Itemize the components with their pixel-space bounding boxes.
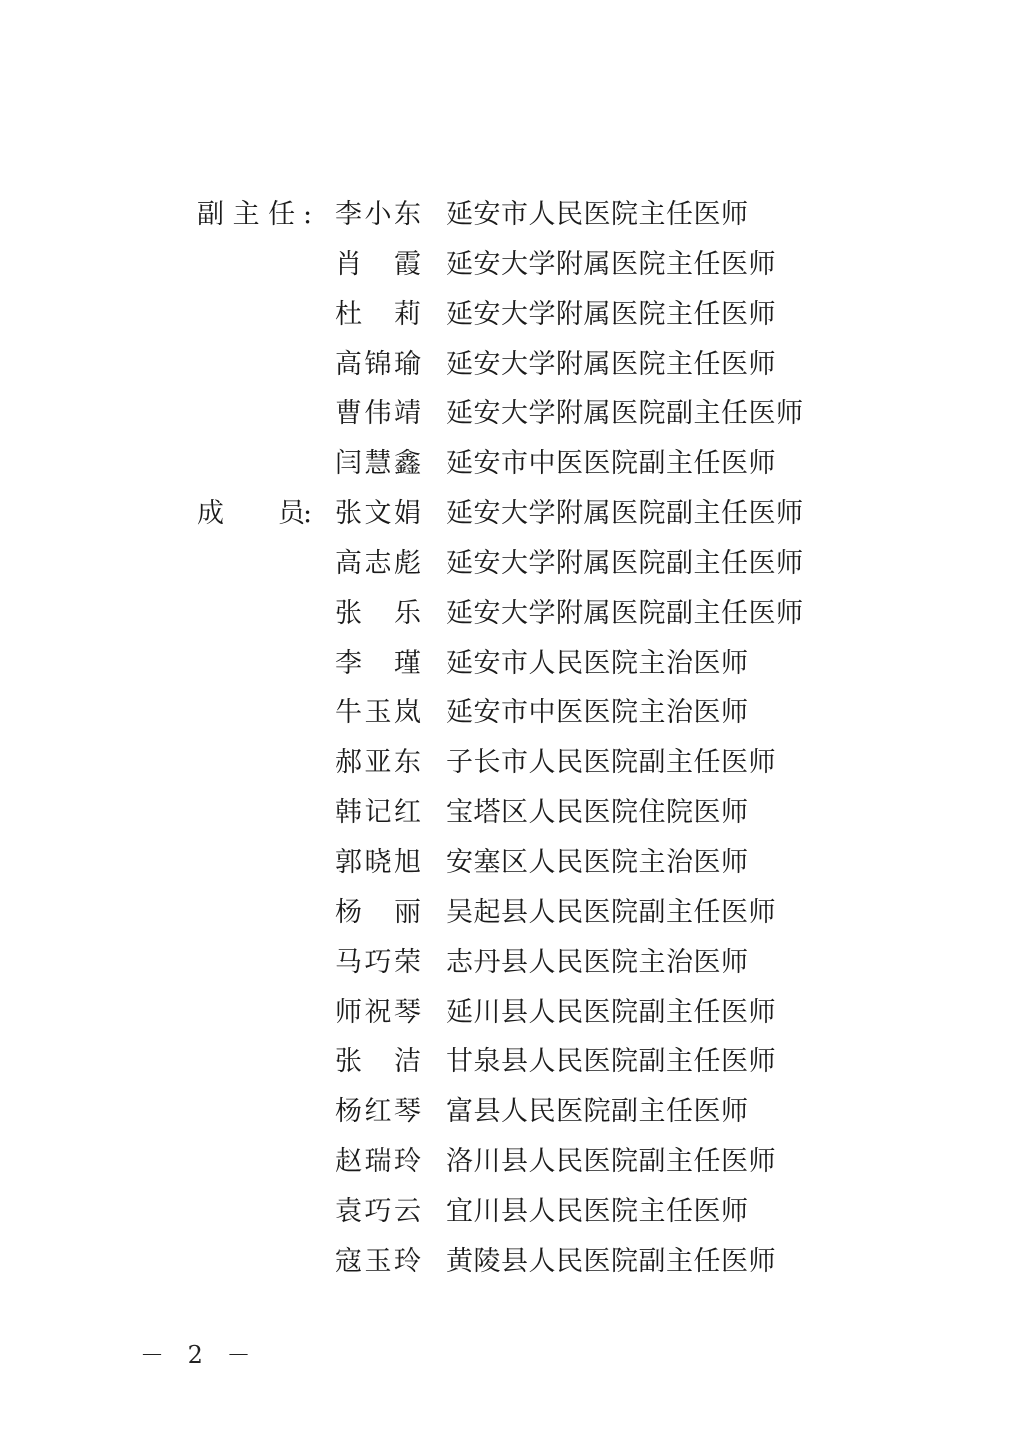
member-name: 闫慧鑫 xyxy=(335,448,421,480)
member-name: 李瑾 xyxy=(335,647,421,679)
member-affiliation: 洛川县人民医院副主任医师 xyxy=(446,1146,776,1178)
member-affiliation: 延川县人民医院副主任医师 xyxy=(446,996,776,1028)
member-affiliation: 宝塔区人民医院住院医师 xyxy=(446,797,749,829)
member-row xyxy=(0,589,1024,639)
member-affiliation: 延安市人民医院主任医师 xyxy=(446,199,749,230)
member-affiliation: 子长市人民医院副主任医师 xyxy=(446,747,776,779)
member-row xyxy=(0,190,1024,240)
member-row xyxy=(0,738,1024,788)
member-affiliation: 延安市中医医院主治医师 xyxy=(446,697,749,729)
member-affiliation: 安塞区人民医院主治医师 xyxy=(446,846,749,878)
member-row xyxy=(0,489,1024,539)
member-name: 牛玉岚 xyxy=(335,697,421,729)
member-name: 李小东 xyxy=(335,199,421,230)
member-row xyxy=(0,988,1024,1038)
member-row xyxy=(0,1187,1024,1237)
member-list xyxy=(0,190,1024,1287)
member-affiliation: 延安大学附属医院主任医师 xyxy=(446,248,776,280)
role-separator: : xyxy=(303,199,313,230)
member-affiliation: 黄陵县人民医院副主任医师 xyxy=(446,1245,776,1277)
member-affiliation: 宜川县人民医院主任医师 xyxy=(446,1195,749,1227)
page-number: － 2 － xyxy=(140,1341,259,1369)
member-name: 张乐 xyxy=(335,597,421,629)
member-affiliation: 志丹县人民医院主治医师 xyxy=(446,946,749,978)
member-row xyxy=(0,788,1024,838)
member-affiliation: 延安大学附属医院副主任医师 xyxy=(446,547,804,579)
member-row xyxy=(0,1237,1024,1287)
member-name: 袁巧云 xyxy=(335,1195,421,1227)
member-name: 张文娟 xyxy=(335,498,421,530)
member-name: 韩记红 xyxy=(335,797,421,829)
member-row xyxy=(0,1137,1024,1187)
member-row xyxy=(0,290,1024,340)
member-row xyxy=(0,688,1024,738)
member-name: 张洁 xyxy=(335,1046,421,1078)
member-affiliation: 延安市中医医院副主任医师 xyxy=(446,448,776,480)
member-name: 马巧荣 xyxy=(335,946,421,978)
member-name: 杨丽 xyxy=(335,896,421,928)
member-affiliation: 延安大学附属医院副主任医师 xyxy=(446,398,804,430)
member-name: 师祝琴 xyxy=(335,996,421,1028)
member-name: 赵瑞玲 xyxy=(335,1146,421,1178)
member-name: 郝亚东 xyxy=(335,747,421,779)
member-name: 肖霞 xyxy=(335,248,421,280)
member-affiliation: 甘泉县人民医院副主任医师 xyxy=(446,1046,776,1078)
member-affiliation: 延安大学附属医院副主任医师 xyxy=(446,498,804,530)
member-name: 高锦瑜 xyxy=(335,348,421,380)
member-row xyxy=(0,539,1024,589)
member-affiliation: 延安大学附属医院副主任医师 xyxy=(446,597,804,629)
member-row xyxy=(0,1087,1024,1137)
member-row xyxy=(0,639,1024,689)
member-row xyxy=(0,240,1024,290)
member-name: 寇玉玲 xyxy=(335,1245,421,1277)
member-row xyxy=(0,439,1024,489)
member-name: 曹伟靖 xyxy=(335,398,421,430)
member-row xyxy=(0,389,1024,439)
member-name: 杨红琴 xyxy=(335,1096,421,1128)
member-name: 杜莉 xyxy=(335,298,421,330)
member-row xyxy=(0,1037,1024,1087)
member-affiliation: 吴起县人民医院副主任医师 xyxy=(446,896,776,928)
member-name: 郭晓旭 xyxy=(335,846,421,878)
member-name: 高志彪 xyxy=(335,547,421,579)
member-affiliation: 延安大学附属医院主任医师 xyxy=(446,298,776,330)
member-row xyxy=(0,838,1024,888)
member-affiliation: 延安市人民医院主治医师 xyxy=(446,647,749,679)
member-row xyxy=(0,888,1024,938)
member-affiliation: 富县人民医院副主任医师 xyxy=(446,1096,749,1128)
member-row xyxy=(0,340,1024,390)
role-label: 成 员 xyxy=(197,498,305,530)
member-row xyxy=(0,938,1024,988)
role-separator: : xyxy=(303,498,313,530)
member-affiliation: 延安大学附属医院主任医师 xyxy=(446,348,776,380)
role-label: 副 主 任 xyxy=(197,199,296,230)
